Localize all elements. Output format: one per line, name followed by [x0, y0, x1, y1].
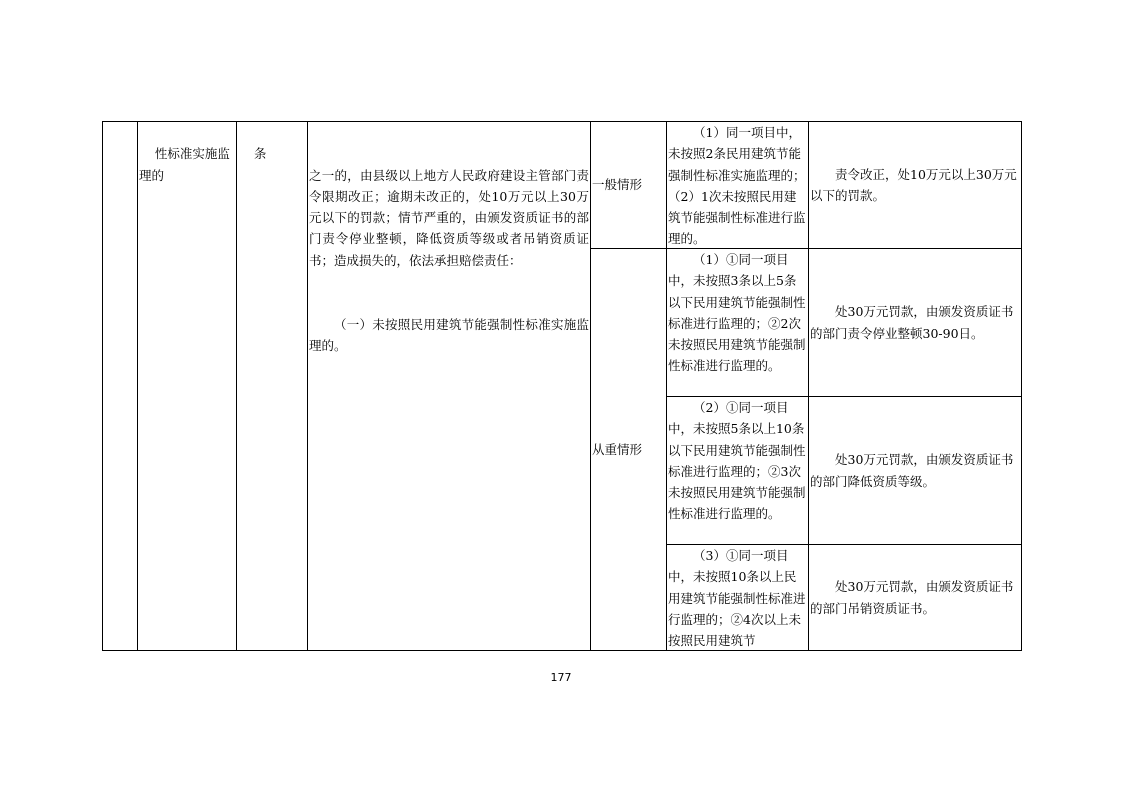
blank-cell [103, 122, 138, 651]
circumstance-cell: （3）①同一项目中，未按照10条以上民用建筑节能强制性标准进行监理的；②4次以上未按照民用建筑节 [667, 545, 809, 651]
penalty-cell [809, 545, 1022, 651]
circumstance-cell: （2）①同一项目中，未按照5条以上10条以下民用建筑节能强制性标准进行监理的；②3次未按照民用建筑节能强制性标准进行监理的。 [667, 397, 809, 545]
item-name-text: 性标准实施监理的 [139, 146, 230, 183]
page-number: 177 [550, 671, 572, 684]
law-text-cell [308, 122, 591, 651]
group-aggravated-cell [591, 249, 667, 651]
clause-text: 条 [253, 146, 267, 162]
group-general-label: 一般情形 [592, 177, 643, 193]
penalty-text: 处30万元罚款，由颁发资质证书的部门吊销资质证书。 [810, 579, 1014, 616]
penalty-text: 处30万元罚款，由颁发资质证书的部门降低资质等级。 [810, 452, 1014, 489]
item-name-cell [138, 122, 237, 651]
circumstance-cell: （1）①同一项目中，未按照3条以上5条以下民用建筑节能强制性标准进行监理的；②2次未按照民用建筑节能强制性标准进行监理的。 [667, 249, 809, 397]
penalty-table [102, 121, 1022, 651]
group-general-cell [591, 122, 667, 249]
penalty-cell [809, 122, 1022, 249]
penalty-text: 责令改正，处10万元以上30万元以下的罚款。 [810, 166, 1017, 203]
penalty-text: 处30万元罚款，由颁发资质证书的部门责令停业整顿30-90日。 [810, 304, 1014, 341]
law-subclause: （一）未按照民用建筑节能强制性标准实施监理的。 [309, 316, 589, 353]
group-aggravated-label: 从重情形 [592, 441, 643, 457]
penalty-cell [809, 397, 1022, 545]
clause-cell [237, 122, 308, 651]
circumstance-cell: （1）同一项目中，未按照2条民用建筑节能强制性标准实施监理的；（2）1次未按照民用建筑节能强制性标准进行监理的。 [667, 122, 809, 249]
law-text: 之一的，由县级以上地方人民政府建设主管部门责令限期改正；逾期未改正的，处10万元以上30万元以下的罚款；情节严重的，由颁发资质证书的部门责令停业整顿，降低资质等级或者吊销资质证书；造成损失的，依法承担赔偿责任： [309, 167, 589, 268]
penalty-cell [809, 249, 1022, 397]
